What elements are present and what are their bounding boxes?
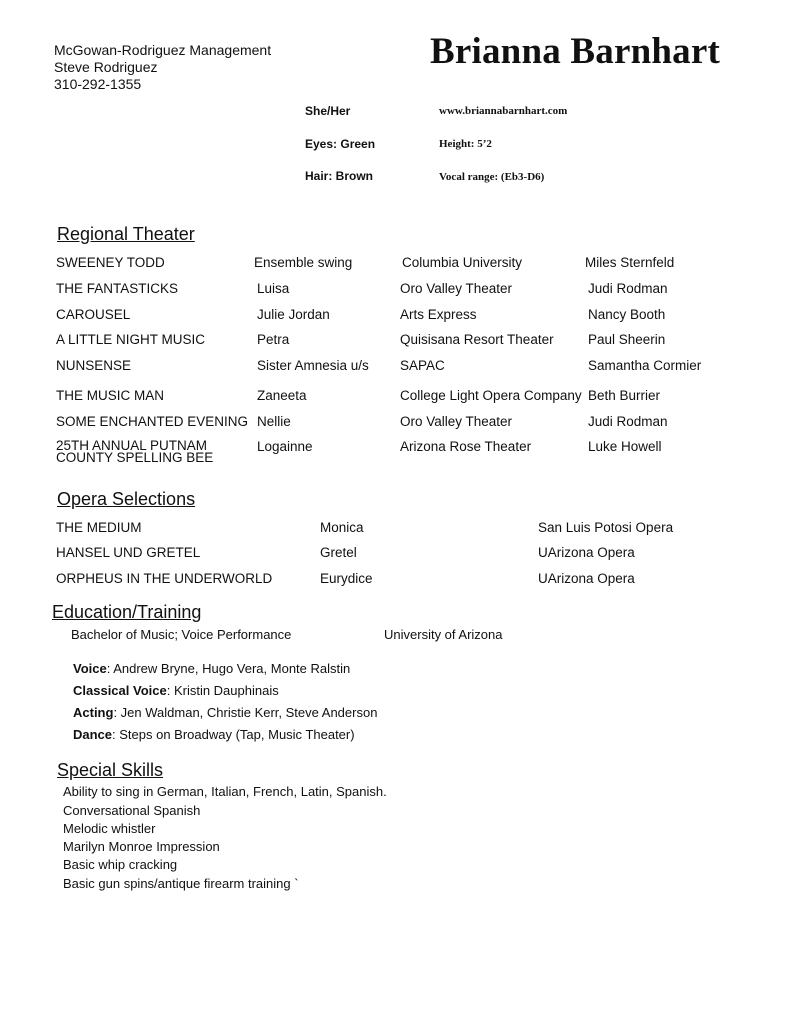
management-phone: 310-292-1355 xyxy=(54,76,142,92)
credit-role: Sister Amnesia u/s xyxy=(257,358,369,373)
training-line xyxy=(73,705,377,720)
credit-director: Judi Rodman xyxy=(588,281,668,296)
website-link[interactable]: www.briannabarnhart.com xyxy=(439,105,568,117)
training-value: : Kristin Dauphinais xyxy=(166,683,279,698)
skill-item: Melodic whistler xyxy=(63,821,156,836)
credit-role: Luisa xyxy=(257,281,290,296)
credit-director: Nancy Booth xyxy=(588,307,666,322)
opera-company: San Luis Potosi Opera xyxy=(538,520,674,535)
opera-title: HANSEL UND GRETEL xyxy=(56,545,201,560)
actor-name: Brianna Barnhart xyxy=(430,31,720,72)
opera-role: Gretel xyxy=(320,545,357,560)
skill-item: Conversational Spanish xyxy=(63,803,201,818)
credit-venue: Oro Valley Theater xyxy=(400,414,513,429)
management-contact xyxy=(54,42,271,93)
skill-item: Basic whip cracking xyxy=(63,857,178,872)
credit-venue: Arts Express xyxy=(400,307,477,322)
opera-role: Monica xyxy=(320,520,364,535)
credit-director: Miles Sternfeld xyxy=(585,255,675,270)
training-line xyxy=(73,661,350,676)
credit-title: NUNSENSE xyxy=(56,358,132,373)
training-label: Voice xyxy=(73,661,107,676)
credit-venue: SAPAC xyxy=(400,358,445,373)
credit-role: Logainne xyxy=(257,439,313,454)
management-company: McGowan-Rodriguez Management xyxy=(54,42,272,58)
section-heading-regional-theater: Regional Theater xyxy=(57,224,195,244)
credit-title-line: 25TH ANNUAL PUTNAM xyxy=(56,438,208,453)
credit-title: THE MUSIC MAN xyxy=(56,388,164,403)
eye-color: Eyes: Green xyxy=(305,137,376,151)
credit-title: SOME ENCHANTED EVENING xyxy=(56,414,249,429)
training-value: : Andrew Bryne, Hugo Vera, Monte Ralstin xyxy=(106,661,351,676)
training-label: Dance xyxy=(73,727,113,742)
section-heading-education: Education/Training xyxy=(52,602,202,622)
credit-venue: Arizona Rose Theater xyxy=(400,439,532,454)
opera-company: UArizona Opera xyxy=(538,571,635,586)
school: University of Arizona xyxy=(384,627,503,642)
credit-title: SWEENEY TODD xyxy=(56,255,165,270)
training-value: : Steps on Broadway (Tap, Music Theater) xyxy=(112,727,355,742)
credit-title: CAROUSEL xyxy=(56,307,131,322)
credit-director: Samantha Cormier xyxy=(588,358,702,373)
credit-venue: Columbia University xyxy=(402,255,523,270)
training-line xyxy=(73,727,355,742)
opera-company: UArizona Opera xyxy=(538,545,635,560)
section-heading-skills: Special Skills xyxy=(57,760,164,780)
credit-director: Luke Howell xyxy=(588,439,662,454)
credit-title: A LITTLE NIGHT MUSIC xyxy=(56,332,206,347)
training-label: Acting xyxy=(73,705,114,720)
credit-venue: College Light Opera Company xyxy=(400,388,582,403)
opera-role: Eurydice xyxy=(320,571,373,586)
credit-role: Ensemble swing xyxy=(254,255,353,270)
vocal-range: Vocal range: (Eb3-D6) xyxy=(439,171,545,183)
credit-role: Zaneeta xyxy=(257,388,307,403)
credit-title: THE FANTASTICKS xyxy=(56,281,179,296)
credit-director: Judi Rodman xyxy=(588,414,668,429)
height: Height: 5’2 xyxy=(439,138,492,150)
skill-item: Basic gun spins/antique firearm training ` xyxy=(63,876,299,891)
section-heading-opera: Opera Selections xyxy=(57,489,196,509)
skill-item: Marilyn Monroe Impression xyxy=(63,839,220,854)
credit-director: Beth Burrier xyxy=(588,388,661,403)
credit-venue: Quisisana Resort Theater xyxy=(400,332,554,347)
pronouns: She/Her xyxy=(305,104,351,118)
opera-title: ORPHEUS IN THE UNDERWORLD xyxy=(56,571,273,586)
credit-role: Petra xyxy=(257,332,290,347)
training-line xyxy=(73,683,279,698)
degree: Bachelor of Music; Voice Performance xyxy=(71,627,292,642)
skill-item: Ability to sing in German, Italian, French, Latin, Spanish. xyxy=(63,784,387,799)
training-label: Classical Voice xyxy=(73,683,167,698)
management-agent: Steve Rodriguez xyxy=(54,59,158,75)
credit-venue: Oro Valley Theater xyxy=(400,281,513,296)
credit-role: Julie Jordan xyxy=(257,307,330,322)
training-value: : Jen Waldman, Christie Kerr, Steve Anderson xyxy=(113,705,378,720)
opera-title: THE MEDIUM xyxy=(56,520,142,535)
credit-title xyxy=(56,440,213,464)
credit-role: Nellie xyxy=(257,414,291,429)
hair-color: Hair: Brown xyxy=(305,169,374,183)
credit-title-line: COUNTY SPELLING BEE xyxy=(56,450,214,465)
credit-director: Paul Sheerin xyxy=(588,332,666,347)
